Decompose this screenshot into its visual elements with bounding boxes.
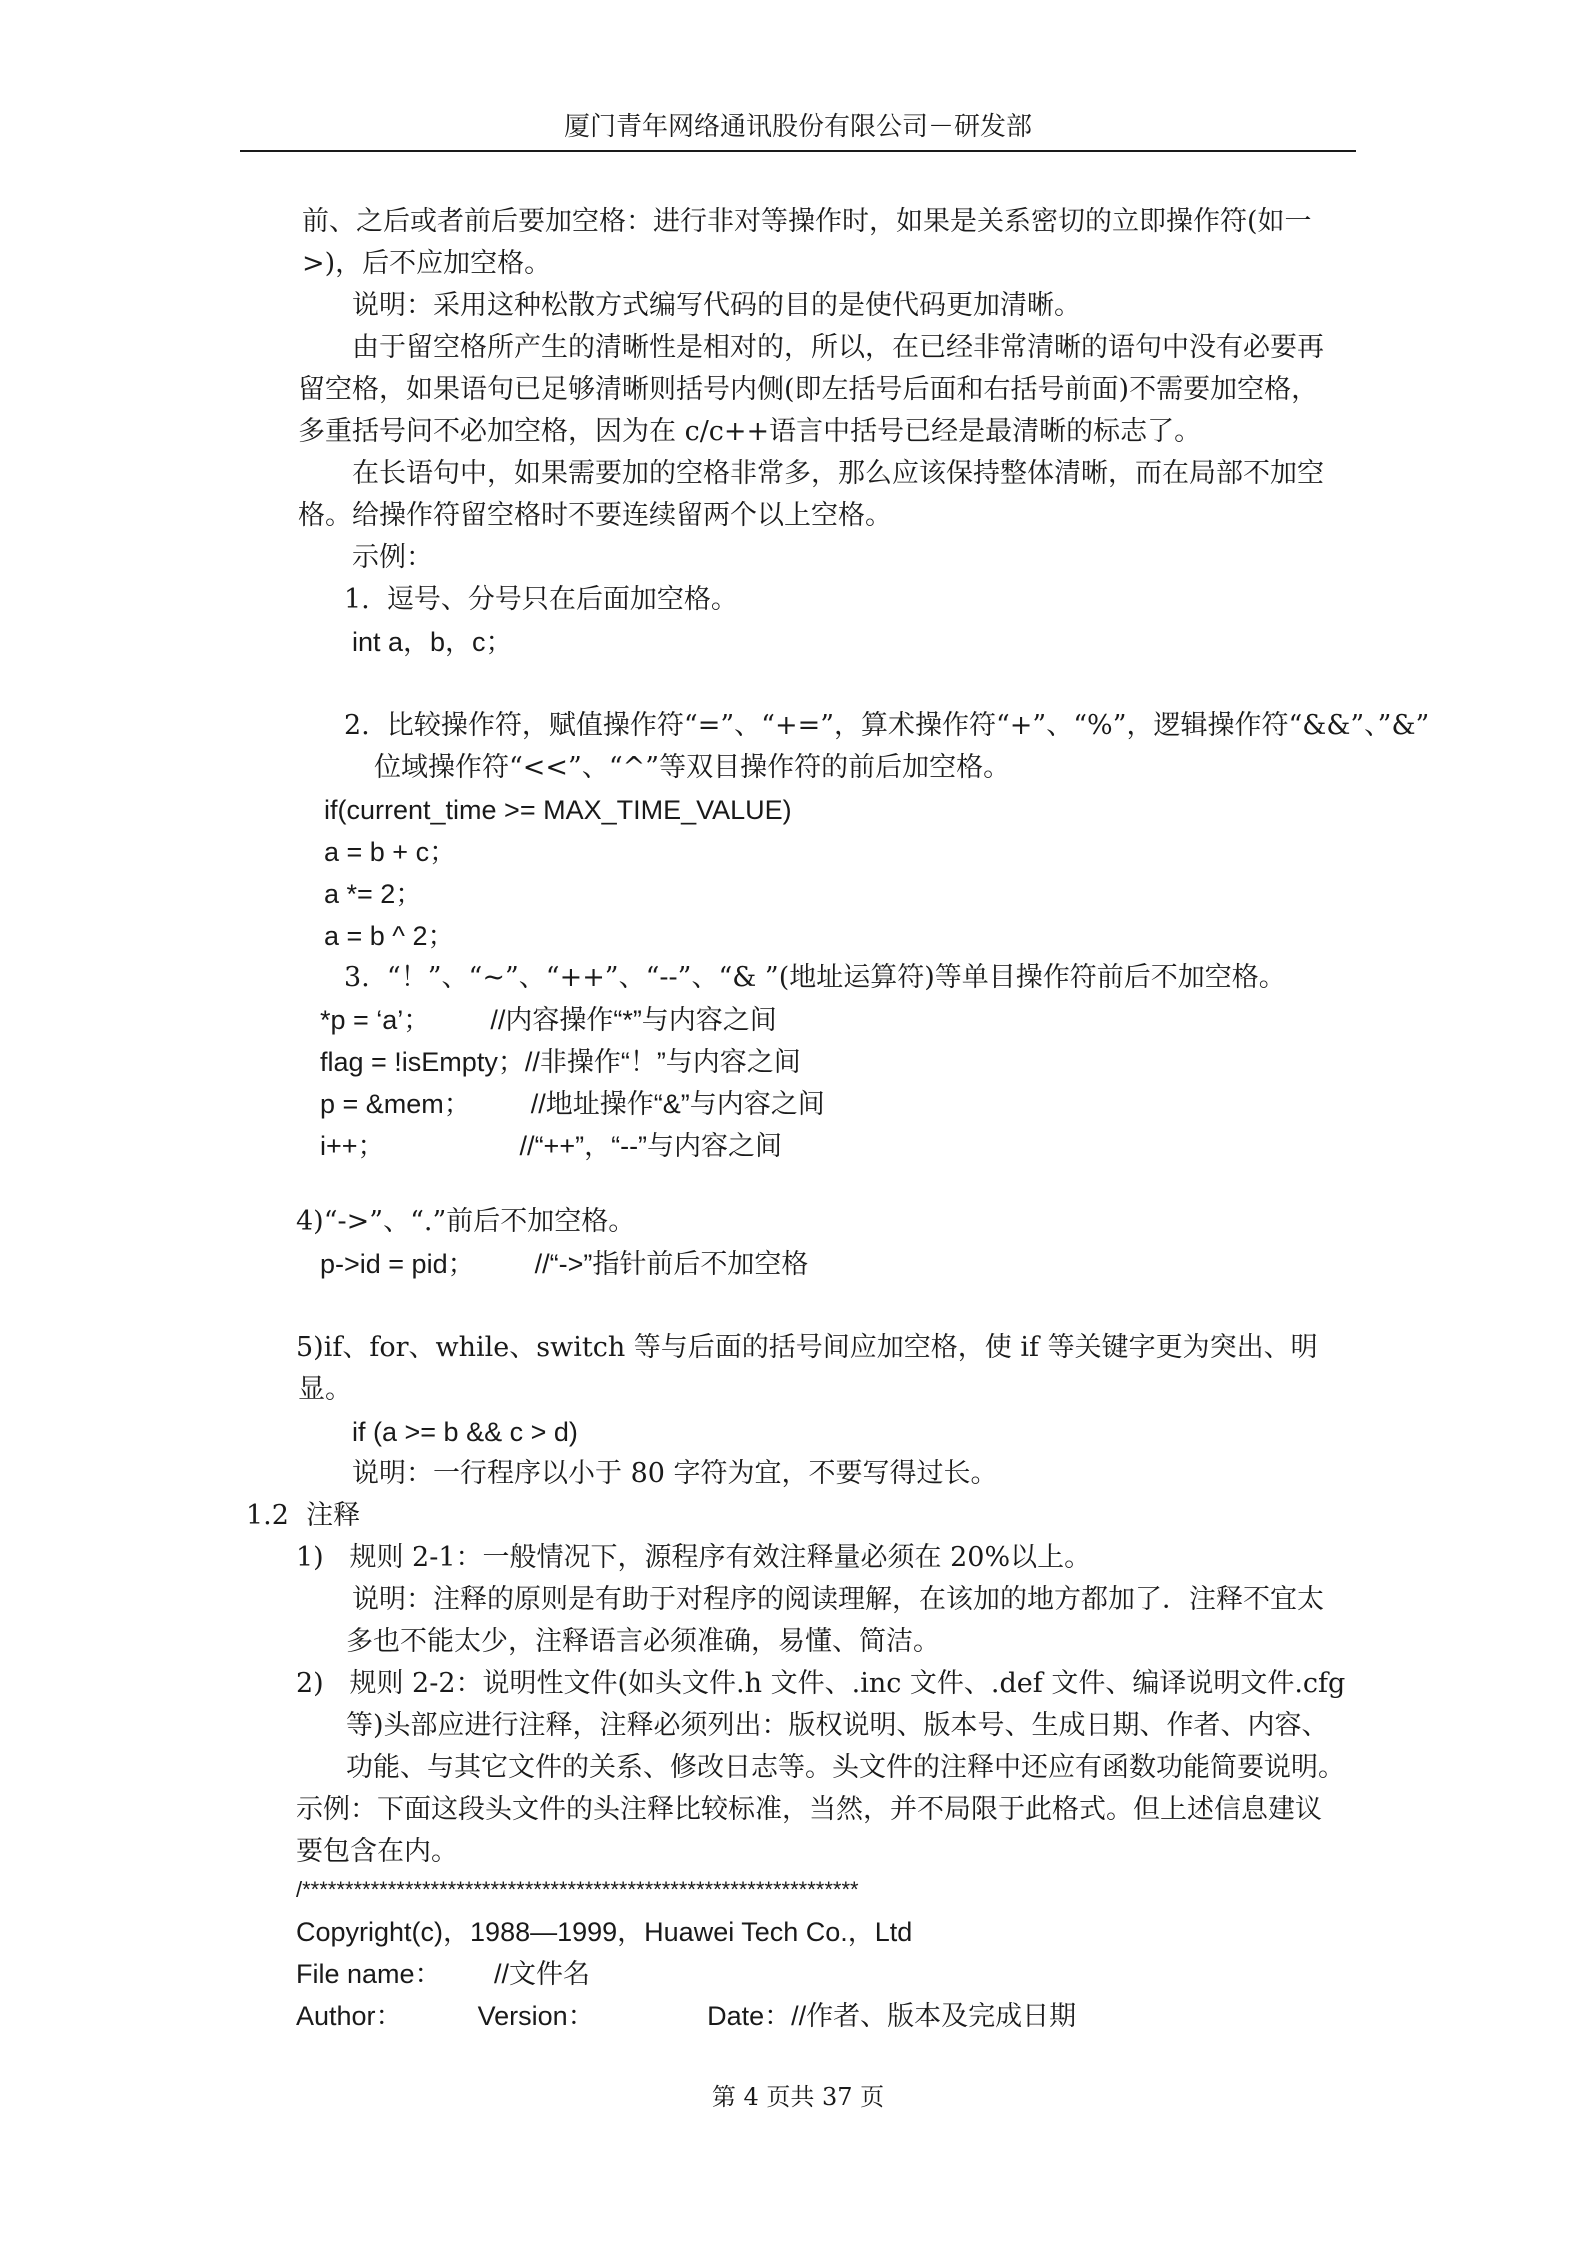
body-line: 前、之后或者前后要加空格：进行非对等操作时，如果是关系密切的立即操作符(如一 [302,206,1312,237]
body-line: 要包含在内。 [296,1836,458,1867]
code-line: Copyright(c)，1988—1999，Huawei Tech Co.，Ltd [296,1917,913,1947]
body-line: >)，后不应加空格。 [302,248,552,279]
code-line: Author： Version： Date：//作者、版本及完成日期 [296,2001,1077,2031]
code-line: flag = !isEmpty；//非操作“！”与内容之间 [320,1047,801,1077]
list-item: 1. 逗号、分号只在后面加空格。 [344,584,738,615]
code-line: int a，b，c； [352,627,513,657]
rule-item: 2) 规则 2-2：说明性文件(如头文件.h 文件、.inc 文件、.def 文件、编译说明文件.cfg [296,1668,1346,1699]
body-line: 等)头部应进行注释，注释必须列出：版权说明、版本号、生成日期、作者、内容、 [346,1710,1329,1741]
page-number: 第 4 页共 37 页 [711,2083,885,2111]
list-item: 4)“->”、“.”前后不加空格。 [296,1206,636,1237]
list-item: 5)if、for、while、switch 等与后面的括号间应加空格，使 if 等关键字更为突出、明 [296,1332,1318,1363]
list-item: 2. 比较操作符，赋值操作符“=”、“+=”，算术操作符“+”、“%”，逻辑操作符“&&”、”&” [344,710,1430,741]
body-line: 在长语句中，如果需要加的空格非常多，那么应该保持整体清晰，而在局部不加空 [352,458,1324,489]
code-line: File name： //文件名 [296,1959,591,1989]
list-item: 3. “！”、“~”、“++”、“--”、“& ”(地址运算符)等单目操作符前后不加空格。 [344,962,1286,993]
body-line: 多也不能太少，注释语言必须准确，易懂、简洁。 [346,1626,940,1657]
code-line: p = &mem； //地址操作“&”与内容之间 [320,1089,825,1119]
header-divider [240,150,1356,152]
body-line: 格。给操作符留空格时不要连续留两个以上空格。 [298,500,892,531]
body-line: 说明：注释的原则是有助于对程序的阅读理解，在该加的地方都加了．注释不宜太 [352,1584,1324,1615]
body-line: 多重括号问不必加空格，因为在 c/c++语言中括号已经是最清晰的标志了。 [298,416,1202,447]
body-line: 说明：采用这种松散方式编写代码的目的是使代码更加清晰。 [352,290,1081,321]
body-line: 显。 [298,1374,352,1405]
code-comment-border: /***************************************************************** [296,1877,859,1902]
rule-item: 1) 规则 2-1：一般情况下，源程序有效注释量必须在 20%以上。 [296,1542,1092,1573]
body-line: 由于留空格所产生的清晰性是相对的，所以，在已经非常清晰的语句中没有必要再 [352,332,1324,363]
body-line: 功能、与其它文件的关系、修改日志等。头文件的注释中还应有函数功能简要说明。 [346,1752,1345,1783]
code-line: i++； //“++”，“--”与内容之间 [320,1131,783,1161]
code-line: a = b + c； [324,837,457,867]
body-line: 示例：下面这段头文件的头注释比较标准，当然，并不局限于此格式。但上述信息建议 [296,1794,1322,1825]
body-line: 留空格，如果语句已足够清晰则括号内侧(即左括号后面和右括号前面)不需要加空格， [298,374,1319,405]
code-line: a = b ^ 2； [324,921,455,951]
code-line: if(current_time >= MAX_TIME_VALUE) [324,795,792,825]
body-line: 示例： [352,542,433,573]
section-heading: 1.2 注释 [246,1500,361,1531]
body-line: 说明：一行程序以小于 80 字符为宜，不要写得过长。 [352,1458,998,1489]
code-line: if (a >= b && c > d) [352,1417,578,1447]
list-item-continuation: 位域操作符“<<”、“^”等双目操作符的前后加空格。 [374,752,1011,783]
code-line: a *= 2； [324,879,423,909]
page-header-title: 厦门青年网络通讯股份有限公司－研发部 [563,112,1032,142]
code-line: p->id = pid； //“->”指针前后不加空格 [320,1249,809,1279]
code-line: *p = ‘a’； //内容操作“*”与内容之间 [320,1005,777,1035]
